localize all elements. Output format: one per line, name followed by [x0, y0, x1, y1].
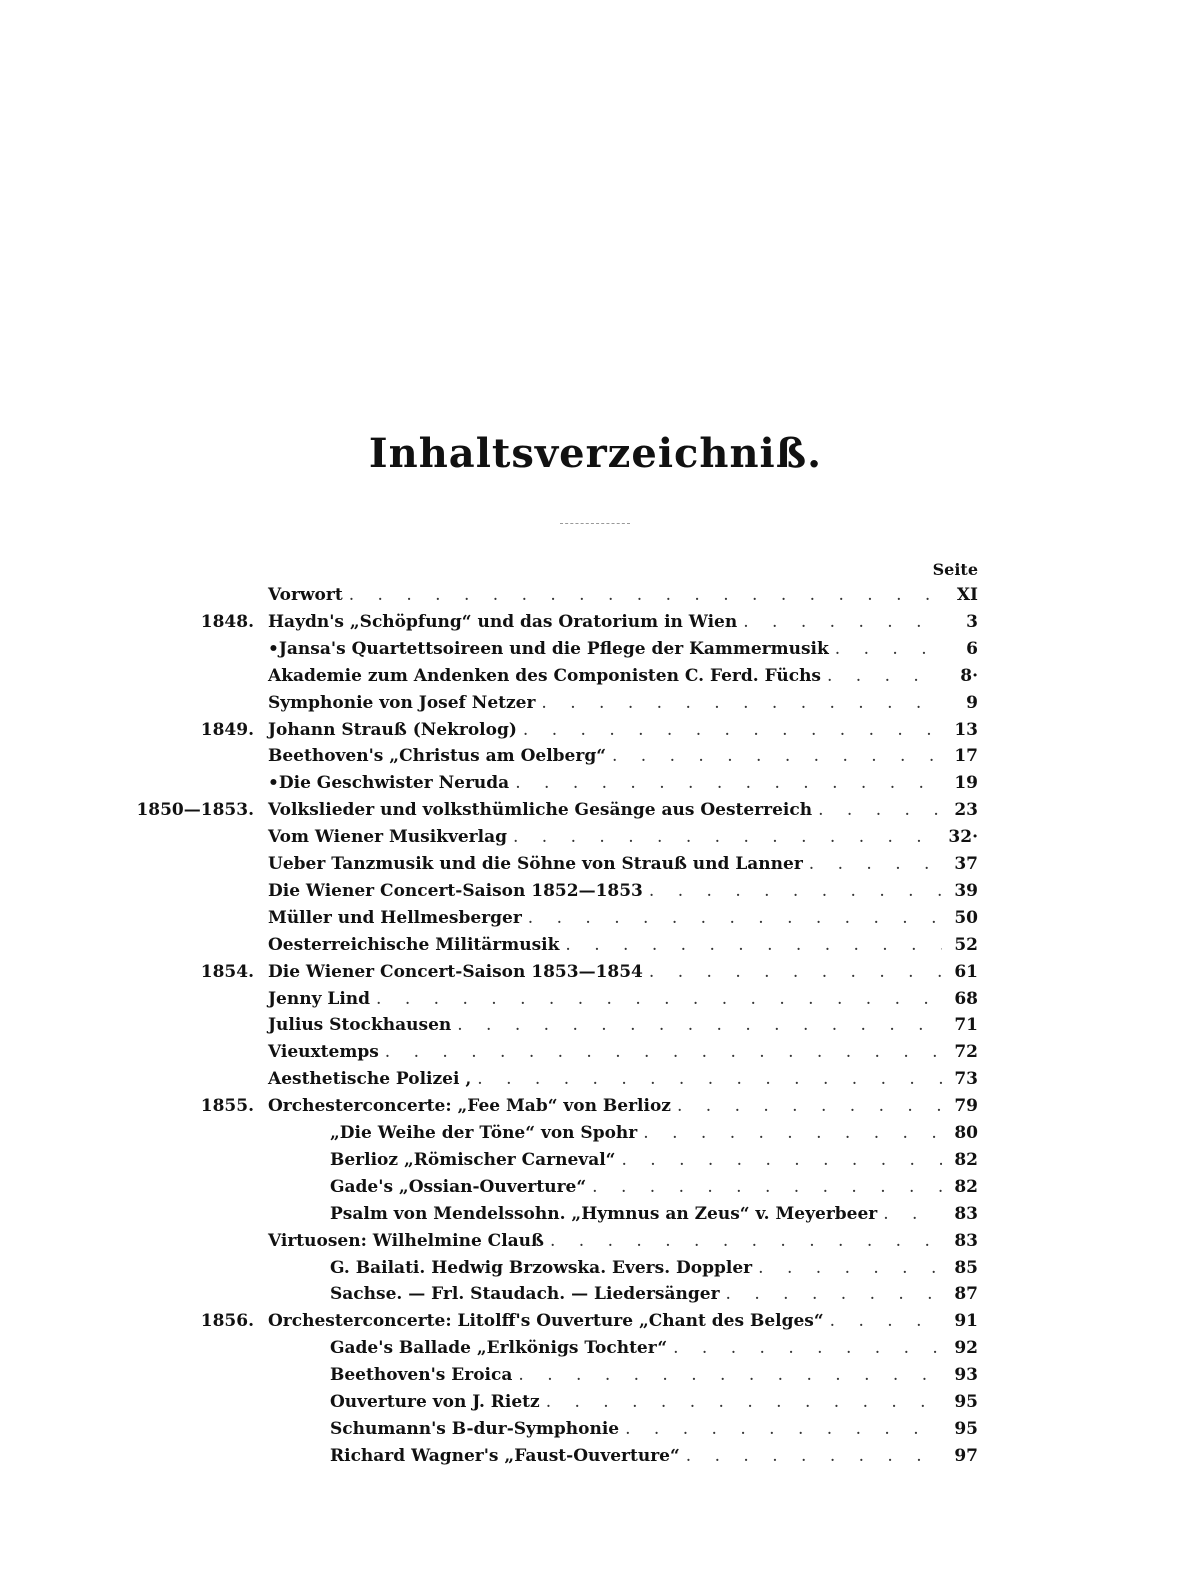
dot-leader [541, 690, 942, 717]
dot-leader [349, 582, 942, 609]
toc-entry-line [268, 851, 978, 878]
toc-entry-title: Orchesterconcerte: Litolff's Ouverture „Chant des Belges“ [268, 1311, 824, 1332]
toc-entry [0, 743, 1191, 770]
toc-entry-page: 73 [954, 1069, 978, 1090]
toc-entry [0, 609, 1191, 636]
toc-entry-title: Richard Wagner's „Faust-Ouverture“ [330, 1445, 680, 1466]
toc-entry-page: 37 [954, 854, 978, 874]
dot-leader [726, 1281, 942, 1308]
toc-entry-page: 95 [954, 1392, 978, 1412]
toc-entry [0, 1039, 1191, 1066]
toc-entry-page: 82 [954, 1176, 978, 1197]
toc-entry-page: 85 [954, 1257, 978, 1278]
dot-leader [612, 743, 942, 770]
toc-entry-line [268, 1228, 978, 1255]
dot-leader [546, 1389, 942, 1416]
toc-entry [0, 1416, 1191, 1443]
dot-leader [565, 932, 942, 959]
toc-entry-title: Vorwort [268, 585, 343, 605]
dot-leader [649, 878, 942, 905]
toc-entry-title: Symphonie von Josef Netzer [268, 692, 536, 713]
toc-entry-page: 71 [954, 1015, 978, 1036]
dot-leader [677, 1093, 942, 1120]
toc-entry [0, 1255, 1191, 1282]
toc-entry-page: 93 [954, 1365, 978, 1386]
toc-entry-line [268, 663, 978, 690]
toc-entry [0, 986, 1191, 1013]
toc-entry [0, 878, 1191, 905]
toc-entry-page: 80 [954, 1123, 978, 1143]
toc-entry-page: 83 [954, 1230, 978, 1251]
toc-entry-page: 13 [954, 719, 978, 740]
toc-entry-page: 82 [954, 1149, 978, 1170]
toc-entry-page: 6 [966, 638, 978, 659]
toc-entry-year: 1856. [200, 1311, 254, 1332]
toc-entry-title: Die Wiener Concert-Saison 1852—1853 [268, 880, 643, 901]
toc-entry [0, 770, 1191, 797]
dot-leader [621, 1147, 942, 1174]
toc-entry [0, 717, 1191, 744]
toc-entry [0, 1066, 1191, 1093]
toc-entry-line [268, 743, 978, 770]
toc-entry [0, 1308, 1191, 1335]
toc-entry-title: Vieuxtemps [268, 1042, 379, 1063]
toc-entry-title: Oesterreichische Militärmusik [268, 934, 560, 955]
page-title: Inhaltsverzeichniß. [368, 430, 823, 477]
toc-entry [0, 1443, 1191, 1470]
toc-entry [0, 932, 1191, 959]
dot-leader [827, 663, 942, 690]
toc-entry-title: •Die Geschwister Neruda [268, 773, 510, 794]
toc-entry-line [330, 1174, 978, 1201]
toc-entry-line [330, 1120, 978, 1147]
toc-entry-title: Gade's „Ossian-Ouverture“ [330, 1176, 587, 1197]
toc-entry-page: 68 [954, 988, 978, 1009]
toc-entry-title: Beethoven's Eroica [330, 1365, 513, 1386]
toc-entry-title: Die Wiener Concert-Saison 1853—1854 [268, 961, 643, 982]
dot-leader [523, 717, 942, 744]
toc-entry-title: Berlioz „Römischer Carneval“ [330, 1149, 616, 1170]
toc-entry [0, 1335, 1191, 1362]
toc-entry-line [268, 878, 978, 905]
dot-leader [376, 986, 942, 1013]
toc-entry [0, 582, 1191, 609]
toc-entry [0, 824, 1191, 851]
toc-entry-line [268, 1039, 978, 1066]
toc-entry-page: 8· [960, 665, 978, 686]
toc-entry [0, 905, 1191, 932]
toc-entry-title: Vom Wiener Musikverlag [268, 827, 507, 848]
toc-entry-year: 1848. [200, 611, 254, 632]
toc-entry-line [330, 1416, 978, 1443]
dot-leader [643, 1120, 942, 1147]
toc-entry-line [268, 1066, 978, 1093]
toc-entry-page: 83 [954, 1203, 978, 1224]
toc-entry [0, 797, 1191, 824]
dot-leader [515, 770, 942, 797]
toc-entry-title: Ouverture von J. Rietz [330, 1392, 540, 1412]
toc-entry [0, 1147, 1191, 1174]
toc-entry [0, 1362, 1191, 1389]
dot-leader [457, 1012, 942, 1039]
toc-entry-title: Psalm von Mendelssohn. „Hymnus an Zeus“ v. Meyerbeer [330, 1203, 878, 1224]
dot-leader [809, 851, 942, 878]
dot-leader [625, 1416, 942, 1443]
dot-leader [518, 1362, 942, 1389]
toc-entry [0, 1281, 1191, 1308]
dot-leader [883, 1201, 942, 1228]
toc-entry [0, 959, 1191, 986]
toc-entry-line [330, 1362, 978, 1389]
toc-entry [0, 663, 1191, 690]
toc-entry-line [268, 824, 978, 851]
toc-entry-line [268, 1308, 978, 1335]
toc-entry-line [268, 905, 978, 932]
toc-entry-line [268, 1012, 978, 1039]
toc-entry-line [268, 770, 978, 797]
dot-leader [673, 1335, 942, 1362]
dot-leader [592, 1174, 942, 1201]
toc-entry-year: 1849. [200, 719, 254, 740]
toc-entry-page: 3 [966, 611, 978, 632]
toc-entry-page: 95 [954, 1418, 978, 1439]
toc-entry-year: 1850—1853. [136, 800, 254, 821]
toc-entry [0, 1174, 1191, 1201]
dot-leader [513, 824, 942, 851]
toc-entry-line [330, 1147, 978, 1174]
toc-entry-title: Akademie zum Andenken des Componisten C. Ferd. Füchs [268, 665, 821, 686]
toc-entry-page: 17 [954, 746, 978, 767]
dot-leader [743, 609, 942, 636]
toc-entry-page: 32· [948, 827, 978, 848]
toc-entry-page: 39 [954, 880, 978, 901]
toc-entry-page: 91 [954, 1311, 978, 1332]
toc-entry-title: Johann Strauß (Nekrolog) [268, 719, 517, 740]
toc-entry [0, 1093, 1191, 1120]
toc-entry-title: G. Bailati. Hedwig Brzowska. Evers. Doppler [330, 1257, 753, 1278]
toc-entry-title: „Die Weihe der Töne“ von Spohr [330, 1123, 638, 1143]
toc-entry [0, 1201, 1191, 1228]
dot-leader [758, 1255, 942, 1282]
toc-entry-line [330, 1335, 978, 1362]
toc-entry-line [268, 636, 978, 663]
toc-entry-line [268, 609, 978, 636]
toc-entry-line [330, 1443, 978, 1470]
toc-entry-line [268, 959, 978, 986]
toc-entry-page: 9 [966, 692, 978, 713]
toc-entry-line [268, 582, 978, 609]
toc-entry [0, 1389, 1191, 1416]
toc-entry-title: Beethoven's „Christus am Oelberg“ [268, 746, 606, 767]
toc-entry-page: 50 [954, 907, 978, 928]
toc-entry [0, 851, 1191, 878]
toc-entry-page: 79 [954, 1096, 978, 1117]
toc-entry-title: •Jansa's Quartettsoireen und die Pflege der Kammermusik [268, 638, 829, 659]
toc-entry-line [268, 717, 978, 744]
dot-leader [385, 1039, 942, 1066]
toc-entry-title: Aesthetische Polizei , [268, 1069, 472, 1090]
toc-entry-page: 92 [954, 1338, 978, 1359]
toc-entry-page: 72 [954, 1042, 978, 1063]
toc-entry-page: 19 [954, 773, 978, 794]
toc-entry-page: 97 [954, 1445, 978, 1466]
toc-entry-year: 1855. [200, 1096, 254, 1117]
dot-leader [830, 1308, 942, 1335]
toc-entry-page: XI [956, 585, 978, 605]
toc-entry-page: 61 [954, 961, 978, 982]
toc-entry-line [330, 1281, 978, 1308]
dot-leader [528, 905, 942, 932]
toc-entry-title: Jenny Lind [268, 988, 371, 1009]
toc-entry [0, 1012, 1191, 1039]
toc-entry [0, 1228, 1191, 1255]
toc-entry-page: 87 [954, 1284, 978, 1305]
toc-entry-line [268, 797, 978, 824]
toc-entry-title: Schumann's B-dur-Symphonie [330, 1418, 620, 1439]
dot-leader [686, 1443, 942, 1470]
toc-entry [0, 1120, 1191, 1147]
toc-entry [0, 636, 1191, 663]
toc-entry-line [330, 1389, 978, 1416]
toc-entry-title: Virtuosen: Wilhelmine Clauß [268, 1230, 544, 1251]
toc-entry-line [330, 1201, 978, 1228]
toc-entry-title: Müller und Hellmesberger [268, 907, 522, 928]
toc-entry-line [268, 986, 978, 1013]
toc-entry-page: 23 [954, 800, 978, 821]
toc-entry-line [268, 932, 978, 959]
toc-entry-title: Haydn's „Schöpfung“ und das Oratorium in Wien [268, 611, 738, 632]
toc-entry-line [268, 690, 978, 717]
toc-entry-title: Orchesterconcerte: „Fee Mab“ von Berlioz [268, 1096, 671, 1117]
toc-entry-title: Volkslieder und volksthümliche Gesänge aus Oesterreich [268, 800, 813, 821]
page-column-header: Seite [932, 560, 978, 579]
dot-leader [477, 1066, 942, 1093]
dot-leader [649, 959, 942, 986]
dot-leader [818, 797, 942, 824]
dot-leader [550, 1228, 942, 1255]
title-divider [560, 523, 630, 524]
toc-entry [0, 690, 1191, 717]
toc-entry-title: Julius Stockhausen [268, 1015, 452, 1036]
toc-entry-page: 52 [954, 934, 978, 955]
toc-entry-line [268, 1093, 978, 1120]
toc-entry-title: Ueber Tanzmusik und die Söhne von Strauß und Lanner [268, 854, 803, 874]
toc-entry-line [330, 1255, 978, 1282]
dot-leader [835, 636, 942, 663]
toc-entry-title: Sachse. — Frl. Staudach. — Liedersänger [330, 1284, 720, 1305]
toc-entry-title: Gade's Ballade „Erlkönigs Tochter“ [330, 1338, 668, 1359]
toc-entry-year: 1854. [200, 961, 254, 982]
